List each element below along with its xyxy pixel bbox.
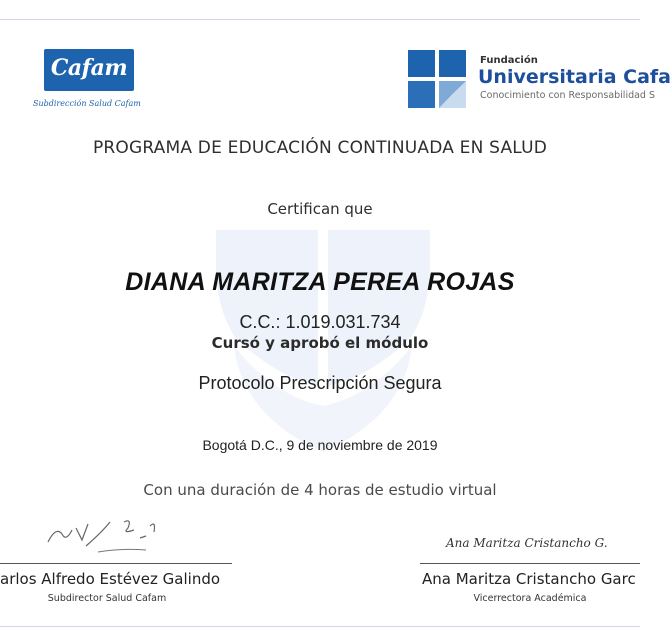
module-name: Protocolo Prescripción Segura [198, 373, 442, 393]
certify-text: Certifican que [267, 200, 373, 218]
duration-text: Con una duración de 4 horas de estudio virtual [143, 481, 497, 499]
left-signatory-name: arlos Alfredo Estévez Galindo [0, 570, 221, 588]
recipient-name: DIANA MARITZA PEREA ROJAS [125, 268, 515, 296]
cafam-logo [44, 49, 134, 91]
right-signatory-name: Ana Maritza Cristancho Garc [422, 570, 636, 588]
right-signatory-role: Vicerrectora Académica [473, 593, 587, 604]
fundacion-logo-line2: Universitaria Cafa [478, 66, 671, 88]
bottom-border-rule [0, 626, 640, 627]
cafam-logo-word: Cafam [50, 55, 128, 81]
completion-text: Cursó y aprobó el módulo [211, 334, 429, 352]
left-signature [42, 512, 182, 560]
fundacion-logo-line1: Fundación [480, 55, 538, 66]
top-border-rule [0, 19, 640, 20]
left-signature-line [0, 563, 232, 564]
fundacion-logo-mark [408, 50, 466, 108]
right-signature-line [420, 563, 640, 564]
right-signature: Ana Maritza Cristancho G. [446, 536, 608, 550]
fundacion-logo-tagline: Conocimiento con Responsabilidad S [480, 90, 656, 101]
place-date: Bogotá D.C., 9 de noviembre de 2019 [202, 437, 438, 453]
cafam-logo-subtitle: Subdirección Salud Cafam [33, 99, 141, 108]
left-signatory-role: Subdirector Salud Cafam [47, 593, 167, 604]
recipient-id: C.C.: 1.019.031.734 [239, 312, 401, 332]
program-title: PROGRAMA DE EDUCACIÓN CONTINUADA EN SALUD [92, 138, 548, 158]
